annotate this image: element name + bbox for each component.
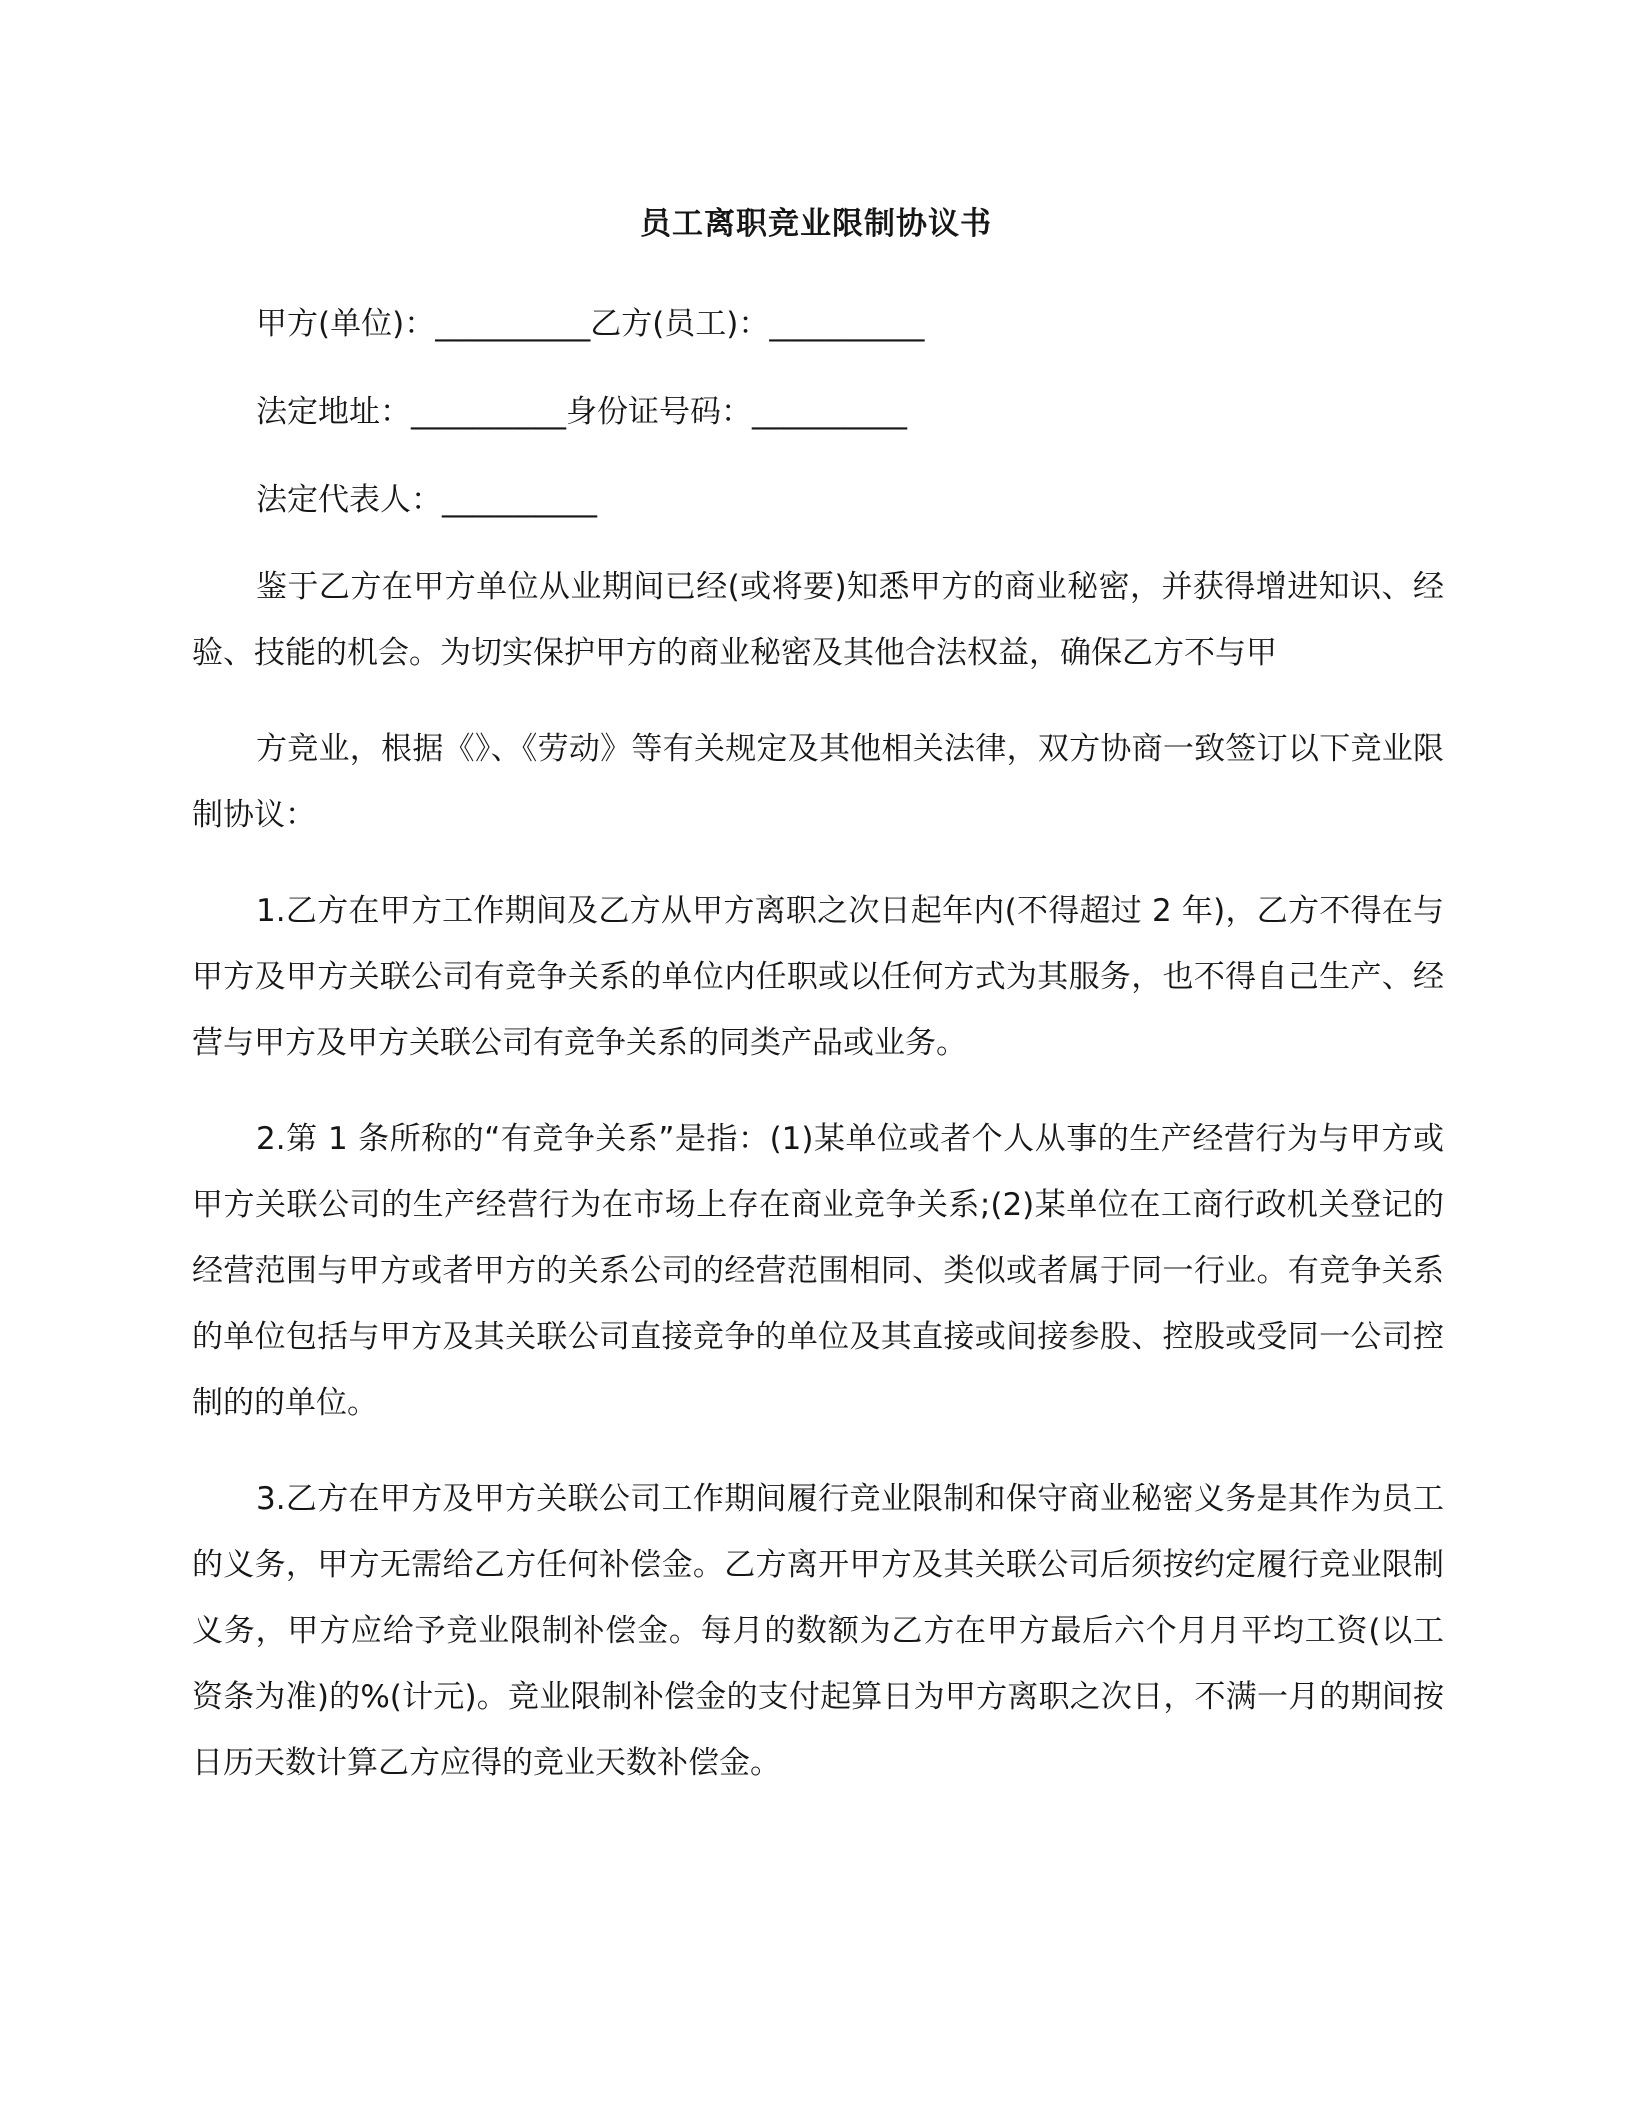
paragraph-clause-2: 2.第 1 条所称的“有竞争关系”是指：(1)某单位或者个人从事的生产经营行为与甲方或甲方关联公司的生产经营行为在市场上存在商业竞争关系;(2)某单位在工商行政机关登记的经营范围与甲方或者甲方的关系公司的经营范围相同、类似或者属于同一行业。有竞争关系的单位包括与甲方及其关联公司直接竞争的单位及其直接或间接参股、控股或受同一公司控制的的单位。: [192, 1121, 1444, 1421]
party-line: 甲方(单位)：__________乙方(员工)：__________: [256, 306, 925, 342]
paragraph-basis: 方竞业，根据《》、《劳动》等有关规定及其他相关法律，双方协商一致签订以下竞业限制协议：: [192, 731, 1444, 833]
paragraph-preamble: 鉴于乙方在甲方单位从业期间已经(或将要)知悉甲方的商业秘密，并获得增进知识、经验、技能的机会。为切实保护甲方的商业秘密及其他合法权益，确保乙方不与甲: [192, 569, 1444, 671]
document-title: 员工离职竞业限制协议书: [640, 206, 992, 242]
paragraph-clause-1: 1.乙方在甲方工作期间及乙方从甲方离职之次日起年内(不得超过 2 年)，乙方不得在与甲方及甲方关联公司有竞争关系的单位内任职或以任何方式为其服务，也不得自己生产、经营与甲方及甲方关联公司有竞争关系的同类产品或业务。: [192, 893, 1444, 1061]
representative-line: 法定代表人：__________: [256, 482, 597, 518]
address-line: 法定地址：__________身份证号码：__________: [256, 394, 907, 430]
paragraph-clause-3: 3.乙方在甲方及甲方关联公司工作期间履行竞业限制和保守商业秘密义务是其作为员工的义务，甲方无需给乙方任何补偿金。乙方离开甲方及其关联公司后须按约定履行竞业限制义务，甲方应给予竞业限制补偿金。每月的数额为乙方在甲方最后六个月月平均工资(以工资条为准)的%(计元)。竞业限制补偿金的支付起算日为甲方离职之次日，不满一月的期间按日历天数计算乙方应得的竞业天数补偿金。: [192, 1481, 1444, 1781]
